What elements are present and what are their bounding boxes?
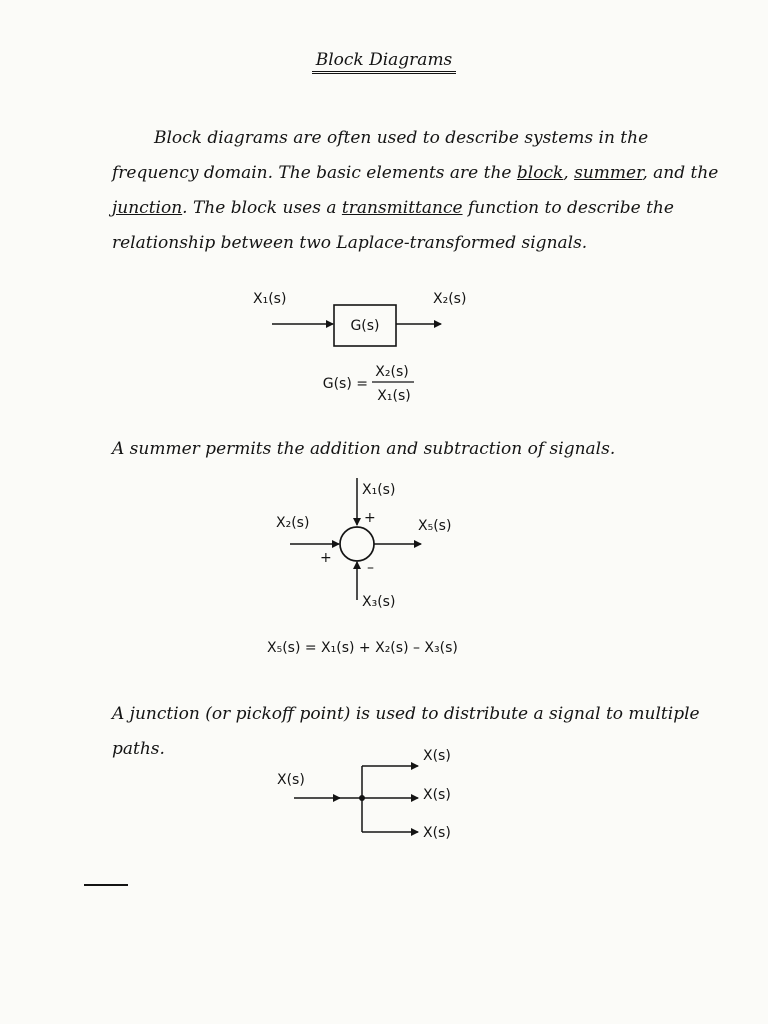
- summer-top-sign: +: [364, 510, 376, 526]
- term-block: block: [516, 163, 564, 183]
- junction-out2-label: X(s): [423, 787, 451, 803]
- transfer-eq-numerator: X₂(s): [375, 364, 409, 380]
- intro-paragraph: Block diagrams are often used to describe systems in the frequency domain. The basic elements are the block, summer, and the junction. The block uses a transmittance function to describe the relationship between two Laplace-transformed signals.: [112, 128, 719, 253]
- summer-left-sign: +: [320, 550, 332, 566]
- summer-output-label: X₅(s): [418, 518, 452, 534]
- summer-paragraph: A summer permits the addition and subtraction of signals.: [112, 439, 616, 459]
- summer-equation: X₅(s) = X₁(s) + X₂(s) – X₃(s): [267, 640, 458, 656]
- junction-input-label: X(s): [277, 772, 305, 788]
- end-mark: [84, 884, 128, 886]
- junction-out1-label: X(s): [423, 748, 451, 764]
- block-label: G(s): [350, 318, 380, 334]
- summer-left-label: X₂(s): [276, 515, 310, 531]
- transfer-eq-lhs: G(s) =: [322, 376, 368, 392]
- transfer-eq-denominator: X₁(s): [377, 388, 411, 404]
- page-title: Block Diagrams: [0, 50, 768, 70]
- summer-bottom-sign: –: [367, 560, 374, 576]
- junction-out3-label: X(s): [423, 825, 451, 841]
- term-transmittance: transmittance: [341, 198, 463, 218]
- block-output-label: X₂(s): [433, 291, 467, 307]
- summer-bottom-label: X₃(s): [362, 594, 396, 610]
- term-summer: summer: [574, 163, 643, 183]
- junction-paragraph: A junction (or pickoff point) is used to distribute a signal to multiple paths.: [112, 704, 700, 759]
- block-input-label: X₁(s): [253, 291, 287, 307]
- term-junction: junction: [112, 198, 183, 218]
- summer-top-label: X₁(s): [362, 482, 396, 498]
